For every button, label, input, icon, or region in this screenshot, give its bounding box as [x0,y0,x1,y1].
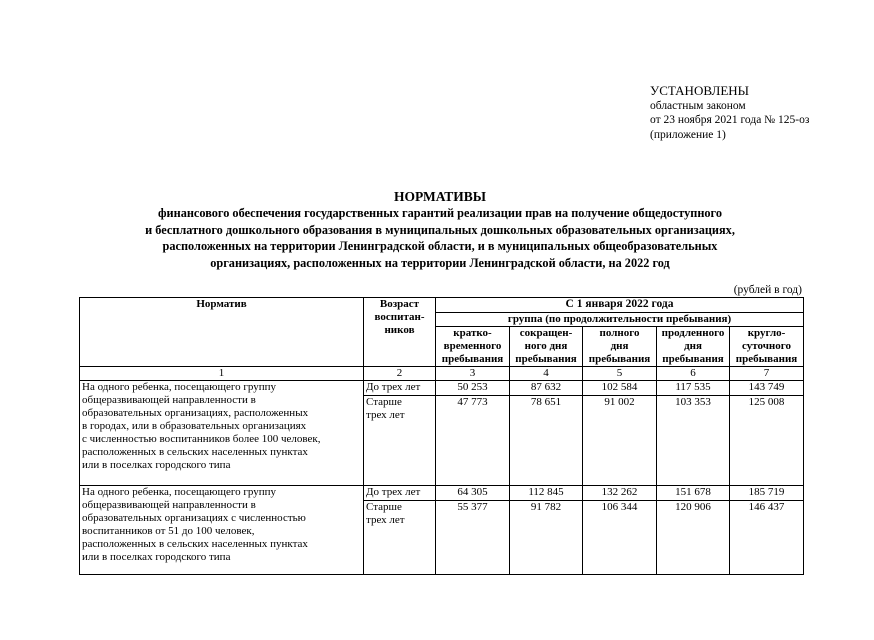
header-line: пребывания [441,353,504,365]
stamp-line-date: от 23 ноября 2021 года № 125-оз [650,114,810,126]
age-line: Старше [366,501,402,513]
header-age [364,298,436,367]
column-number: 6 [657,367,730,381]
norm-value: 151 678 [657,486,730,501]
header-group-short-day [510,327,583,367]
norm-value: 102 584 [583,381,657,396]
norm-value: 120 906 [657,501,730,575]
norm-value: 125 008 [730,396,804,486]
stamp-line-approved: УСТАНОВЛЕНЫ [650,83,749,98]
header-group: группа (по продолжительности пребывания) [436,313,804,327]
norm-value: 87 632 [510,381,583,396]
column-number: 7 [730,367,804,381]
description-line: На одного ребенка, посещающего группу [82,486,277,498]
norm-value: 47 773 [436,396,510,486]
age-under-three: До трех лет [364,486,436,501]
header-line: продленного [661,327,725,339]
age-under-three: До трех лет [364,381,436,396]
header-line: дня [610,340,629,352]
approval-stamp [650,84,870,142]
age-line: трех лет [366,409,405,421]
column-number: 4 [510,367,583,381]
title-heading: НОРМАТИВЫ [393,189,487,204]
header-line: ного дня [524,340,568,352]
norm-value: 117 535 [657,381,730,396]
header-group-round-the-clock [730,327,804,367]
description-line: воспитанников от 51 до 100 человек, [82,525,255,537]
norm-value: 91 002 [583,396,657,486]
norm-description [80,381,364,486]
column-number: 2 [364,367,436,381]
title-line: финансового обеспечения государственных гарантий реализации прав на получение общедоступного [158,206,722,220]
description-line: расположенных в сельских населенных пунктах [82,538,308,550]
age-line: Старше [366,396,402,408]
norm-description [80,486,364,575]
description-line: образовательных организациях, расположенных [82,407,309,419]
header-group-extended-day [657,327,730,367]
units-note: (рублей в год) [733,284,802,296]
description-line: в городах, или в образовательных организациях [82,420,307,432]
header-period: С 1 января 2022 года [436,298,804,313]
norms-table [79,297,804,575]
title-line: и бесплатного дошкольного образования в муниципальных дошкольных образовательных организациях, [145,222,735,237]
header-line: пребывания [735,353,798,365]
norm-value: 143 749 [730,381,804,396]
header-line: пребывания [662,353,724,365]
norm-value: 146 437 [730,501,804,575]
norm-value: 64 305 [436,486,510,501]
norm-value: 78 651 [510,396,583,486]
title-line: организациях, расположенных на территории Ленинградской области, на 2022 год [210,255,670,270]
norm-value: 132 262 [583,486,657,501]
document-title [80,188,800,271]
description-line: с численностью воспитанников более 100 человек, [82,433,321,445]
header-age-line: ников [384,324,415,336]
norm-value: 185 719 [730,486,804,501]
header-norm: Норматив [80,298,364,367]
header-line: суточного [742,340,791,352]
description-line: расположенных в сельских населенных пунктах [82,446,308,458]
norm-value: 91 782 [510,501,583,575]
header-line: пребывания [588,353,651,365]
description-line: общеразвивающей направленности в [82,394,256,406]
header-age-line: Возраст [379,298,420,310]
title-line: расположенных на территории Ленинградской области, и в муниципальных общеобразовательных [162,239,718,253]
column-number: 5 [583,367,657,381]
norm-value: 103 353 [657,396,730,486]
description-line: На одного ребенка, посещающего группу [82,381,277,393]
column-number: 3 [436,367,510,381]
header-line: сокращен- [519,327,573,339]
header-line: дня [684,340,702,352]
norm-value: 55 377 [436,501,510,575]
header-line: кругло- [747,327,786,339]
header-group-full-day [583,327,657,367]
description-line: или в поселках городского типа [82,459,231,471]
description-line: образовательных организациях с численностью [82,512,306,524]
age-over-three [364,501,436,575]
stamp-line-law: областным законом [650,99,746,112]
header-age-line: воспитан- [374,311,425,323]
header-line: кратко- [453,327,492,339]
norm-value: 50 253 [436,381,510,396]
column-number: 1 [80,367,364,381]
header-line: временного [443,340,502,352]
age-line: трех лет [366,514,405,526]
description-line: или в поселках городского типа [82,551,231,563]
description-line: общеразвивающей направленности в [82,499,256,511]
age-over-three [364,396,436,486]
header-line: полного [599,327,640,339]
stamp-line-appendix: (приложение 1) [650,128,726,141]
header-group-short-stay [436,327,510,367]
norm-value: 112 845 [510,486,583,501]
header-line: пребывания [515,353,577,365]
norm-value: 106 344 [583,501,657,575]
